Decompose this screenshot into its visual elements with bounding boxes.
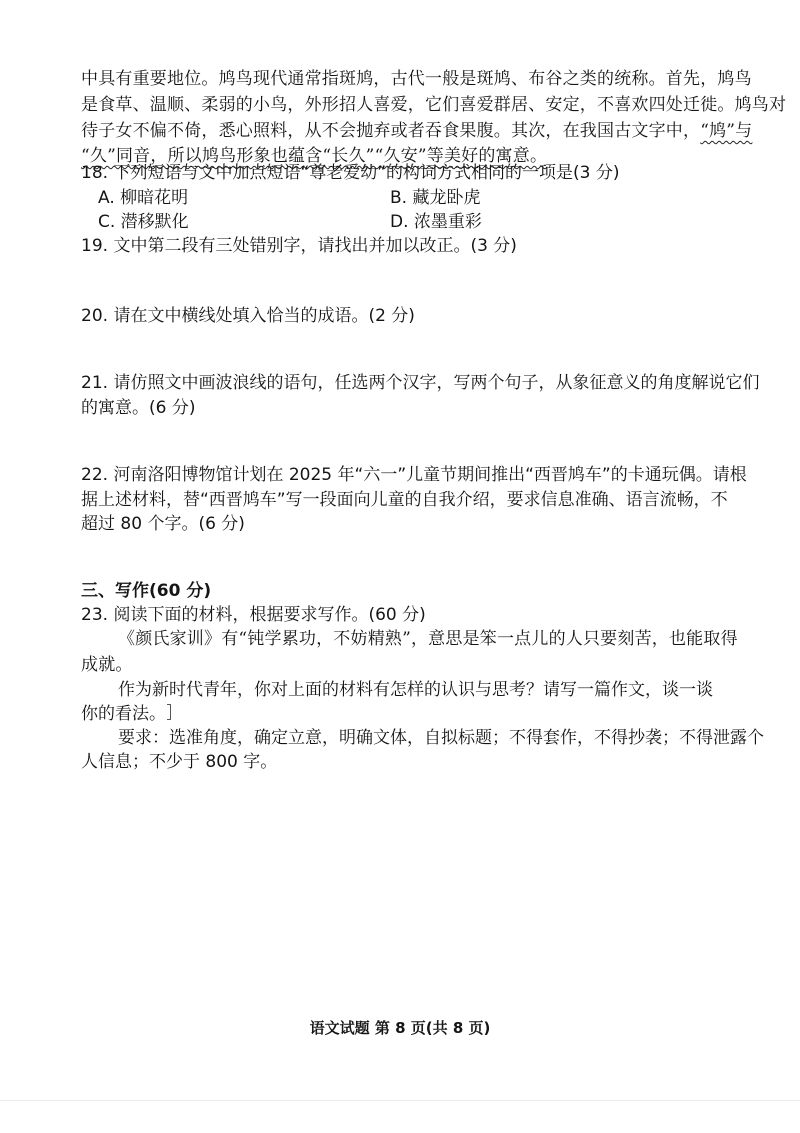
question-21-line-2: 的寓意。(6 分) xyxy=(81,398,196,418)
question-18-option-b: B. 藏龙卧虎 xyxy=(390,188,481,208)
passage-line-2: 是食草、温顺、柔弱的小鸟，外形招人喜爱，它们喜爱群居、安定，不喜欢四处迁徙。鸠鸟对 xyxy=(81,95,787,115)
writing-prompt-line-2-text: 你的看法。 xyxy=(81,704,166,724)
question-18-option-c: C. 潜移默化 xyxy=(98,212,189,232)
passage-line-1: 中具有重要地位。鸠鸟现代通常指斑鸠，古代一般是斑鸠、布谷之类的统称。首先，鸠鸟 xyxy=(81,69,752,89)
writing-prompt-line-1: 作为新时代青年，你对上面的材料有怎样的认识与思考？请写一篇作文，谈一谈 xyxy=(118,680,713,700)
passage-line-4: “久”同音，所以鸠鸟形象也蕴含“长久”“久安”等美好的寓意。 xyxy=(81,146,548,166)
question-22-line-3: 超过 80 个字。(6 分) xyxy=(81,514,245,534)
question-22-line-1: 22. 河南洛阳博物馆计划在 2025 年“六一”儿童节期间推出“西晋鸠车”的卡通玩偶。请根 xyxy=(81,465,747,485)
writing-section-title: 三、写作(60 分) xyxy=(81,581,212,601)
writing-prompt-line-2 xyxy=(81,703,171,725)
question-22-line-2: 据上述材料，替“西晋鸠车”写一段面向儿童的自我介绍，要求信息准确、语言流畅，不 xyxy=(81,490,728,510)
bottom-divider xyxy=(0,1100,800,1101)
writing-requirements-line-1: 要求：选准角度，确定立意，明确文体，自拟标题；不得套作，不得抄袭；不得泄露个 xyxy=(118,728,764,748)
passage-line-3-text: 待子女不偏不倚，悉心照料，从不会抛弃或者吞食果腹。其次，在我国古文字中， xyxy=(81,121,701,141)
question-18-option-a: A. 柳暗花明 xyxy=(98,188,189,208)
question-19: 19. 文中第二段有三处错别字，请找出并加以改正。(3 分) xyxy=(81,236,517,256)
question-18-stem: 18. 下列短语与文中加点短语“尊老爱幼”的构词方式相同的一项是(3 分) xyxy=(81,163,620,183)
question-18-option-d: D. 浓墨重彩 xyxy=(390,212,482,232)
question-23-stem: 23. 阅读下面的材料，根据要求写作。(60 分) xyxy=(81,605,426,625)
question-21-line-1: 21. 请仿照文中画波浪线的语句，任选两个汉字，写两个句子，从象征意义的角度解说它们 xyxy=(81,373,760,393)
passage-line-3 xyxy=(81,120,752,142)
writing-material-line-2: 成就。 xyxy=(81,655,133,675)
wavy-underlined-text: “鸠”与 xyxy=(700,121,753,141)
page-footer: 语文试题 第 8 页(共 8 页) xyxy=(309,1019,491,1037)
question-20: 20. 请在文中横线处填入恰当的成语。(2 分) xyxy=(81,306,415,326)
writing-material-line-1: 《颜氏家训》有“钝学累功，不妨精熟”，意思是笨一点儿的人只要刻苦，也能取得 xyxy=(118,629,738,649)
writing-requirements-line-2: 人信息；不少于 800 字。 xyxy=(81,752,278,772)
text-cursor-mark xyxy=(167,704,171,720)
